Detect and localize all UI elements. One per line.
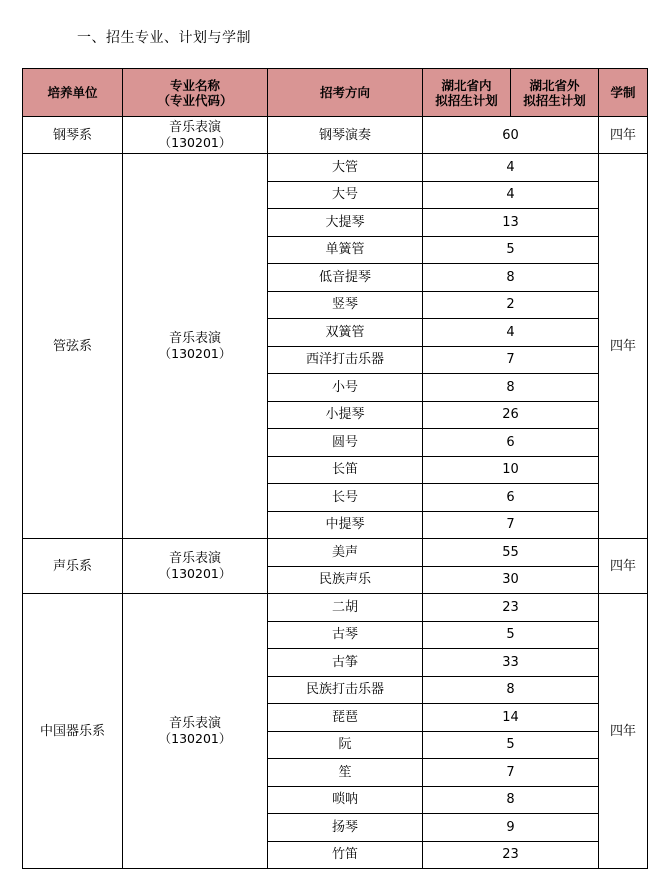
duration-cell: 四年: [599, 539, 648, 594]
direction-cell: 古筝: [268, 649, 423, 677]
unit-cell: 钢琴系: [23, 117, 123, 154]
major-name: 音乐表演: [168, 120, 221, 135]
direction-cell: 唢呐: [268, 786, 423, 814]
plan-count-cell: 4: [423, 154, 599, 182]
plan-count-cell: 6: [423, 484, 599, 512]
plan-count-cell: 6: [423, 429, 599, 457]
header-major-code: （专业代码）: [157, 92, 233, 108]
header-in-province: [423, 69, 511, 117]
header-in-province-line1: 湖北省内: [441, 77, 492, 93]
major-cell: [123, 539, 268, 594]
direction-cell: 古琴: [268, 621, 423, 649]
direction-cell: 长号: [268, 484, 423, 512]
plan-count-cell: 23: [423, 594, 599, 622]
plan-count-cell: 30: [423, 566, 599, 594]
table-row: [23, 539, 648, 567]
duration-cell: 四年: [599, 154, 648, 539]
major-name: 音乐表演: [168, 551, 221, 566]
major-cell: [123, 117, 268, 154]
major-name: 音乐表演: [168, 716, 221, 731]
table-row: [23, 117, 648, 154]
plan-count-cell: 7: [423, 511, 599, 539]
direction-cell: 美声: [268, 539, 423, 567]
direction-cell: 笙: [268, 759, 423, 787]
table-row: [23, 154, 648, 182]
major-code: （130201）: [158, 346, 232, 361]
unit-cell: 声乐系: [23, 539, 123, 594]
direction-cell: 二胡: [268, 594, 423, 622]
plan-count-cell: 2: [423, 291, 599, 319]
direction-cell: 民族打击乐器: [268, 676, 423, 704]
direction-cell: 阮: [268, 731, 423, 759]
header-out-province-line2: 拟招生计划: [523, 92, 586, 108]
plan-count-cell: 60: [423, 117, 599, 154]
plan-count-cell: 5: [423, 236, 599, 264]
plan-count-cell: 10: [423, 456, 599, 484]
unit-cell: 中国器乐系: [23, 594, 123, 869]
direction-cell: 长笛: [268, 456, 423, 484]
direction-cell: 单簧管: [268, 236, 423, 264]
direction-cell: 琵琶: [268, 704, 423, 732]
header-major: [123, 69, 268, 117]
header-unit: 培养单位: [23, 69, 123, 117]
direction-cell: 竖琴: [268, 291, 423, 319]
major-name: 音乐表演: [168, 331, 221, 346]
direction-cell: 西洋打击乐器: [268, 346, 423, 374]
direction-cell: 圆号: [268, 429, 423, 457]
direction-cell: 钢琴演奏: [268, 117, 423, 154]
direction-cell: 竹笛: [268, 841, 423, 869]
table-body: [23, 117, 648, 869]
major-cell: [123, 594, 268, 869]
direction-cell: 扬琴: [268, 814, 423, 842]
direction-cell: 低音提琴: [268, 264, 423, 292]
plan-count-cell: 23: [423, 841, 599, 869]
plan-count-cell: 26: [423, 401, 599, 429]
direction-cell: 大提琴: [268, 209, 423, 237]
plan-count-cell: 8: [423, 374, 599, 402]
major-cell: [123, 154, 268, 539]
plan-count-cell: 8: [423, 676, 599, 704]
header-row: [23, 69, 648, 117]
plan-count-cell: 7: [423, 346, 599, 374]
plan-count-cell: 5: [423, 621, 599, 649]
plan-count-cell: 13: [423, 209, 599, 237]
header-major-name: 专业名称: [169, 77, 220, 93]
plan-count-cell: 14: [423, 704, 599, 732]
major-code: （130201）: [158, 566, 232, 581]
header-direction: 招考方向: [268, 69, 423, 117]
header-duration: 学制: [599, 69, 648, 117]
enrollment-plan-table: [22, 68, 648, 869]
direction-cell: 小提琴: [268, 401, 423, 429]
header-in-province-line2: 拟招生计划: [435, 92, 498, 108]
plan-count-cell: 4: [423, 319, 599, 347]
duration-cell: 四年: [599, 117, 648, 154]
section-title: 一、招生专业、计划与学制: [77, 30, 251, 46]
plan-count-cell: 55: [423, 539, 599, 567]
plan-count-cell: 8: [423, 264, 599, 292]
direction-cell: 双簧管: [268, 319, 423, 347]
direction-cell: 中提琴: [268, 511, 423, 539]
table-row: [23, 594, 648, 622]
direction-cell: 大管: [268, 154, 423, 182]
direction-cell: 大号: [268, 181, 423, 209]
direction-cell: 小号: [268, 374, 423, 402]
plan-count-cell: 5: [423, 731, 599, 759]
direction-cell: 民族声乐: [268, 566, 423, 594]
plan-count-cell: 4: [423, 181, 599, 209]
unit-cell: 管弦系: [23, 154, 123, 539]
duration-cell: 四年: [599, 594, 648, 869]
major-code: （130201）: [158, 135, 232, 150]
header-out-province-line1: 湖北省外: [529, 77, 580, 93]
plan-count-cell: 8: [423, 786, 599, 814]
plan-count-cell: 9: [423, 814, 599, 842]
plan-count-cell: 7: [423, 759, 599, 787]
plan-count-cell: 33: [423, 649, 599, 677]
major-code: （130201）: [158, 731, 232, 746]
header-out-province: [511, 69, 599, 117]
